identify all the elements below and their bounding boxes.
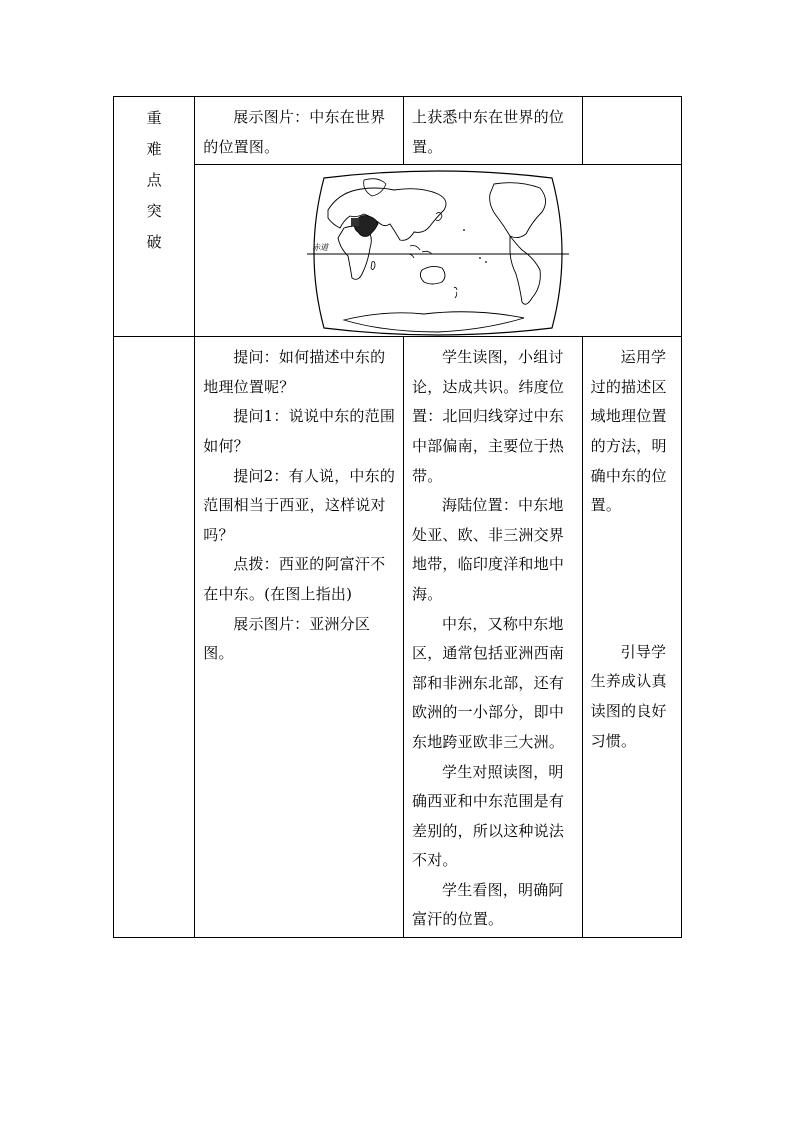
- teacher-paragraph: 提问2：有人说，中东的范围相当于西亚，这样说对吗？: [203, 466, 396, 544]
- student-paragraph: 学生读图，小组讨论，达成共识。纬度位置：北回归线穿过中东中部偏南，主要位于热带。: [412, 348, 565, 485]
- teacher-activity-cell: [195, 97, 404, 165]
- student-activity-cell: [404, 97, 583, 165]
- student-paragraph: 学生对照读图，明确西亚和中东范围是有差别的，所以这种说法不对。: [412, 762, 565, 870]
- section-label-cell: [114, 97, 195, 337]
- student-paragraph: 海陆位置：中东地处亚、欧、非三洲交界地带，临印度洋和地中海。: [412, 496, 565, 603]
- teacher-paragraph: 提问1：说说中东的范围如何？: [203, 407, 396, 455]
- teacher-activity-cell: [195, 337, 404, 938]
- equator-label: 赤道: [312, 243, 329, 253]
- table-row: [114, 97, 682, 165]
- student-paragraph: 中东，又称中东地区，通常包括亚洲西南部和非洲东北部，还有欧洲的一小部分，即中东地跨亚欧非三大洲。: [412, 614, 565, 751]
- section-label-char: 突: [146, 202, 162, 220]
- purpose-paragraph: 运用学过的描述区域地理位置的方法，明确中东的位置。: [590, 348, 667, 515]
- world-map-icon: [304, 170, 572, 336]
- section-label-char: 重: [146, 109, 162, 127]
- section-label-cell: [114, 337, 195, 938]
- section-label-char: 难: [146, 140, 162, 158]
- map-cell: [195, 165, 682, 337]
- section-label-char: 点: [146, 171, 162, 189]
- student-activity-cell: [404, 337, 583, 938]
- student-text: 上获悉中东在世界的位置。: [412, 108, 565, 156]
- purpose-paragraph: 引导学生养成认真读图的良好习惯。: [590, 642, 667, 750]
- design-purpose-cell: [582, 97, 681, 165]
- teacher-paragraph: 点拨：西亚的阿富汗不在中东。(在图上指出): [203, 555, 386, 603]
- spacer: [591, 521, 675, 638]
- section-label-char: 破: [146, 233, 162, 251]
- student-paragraph: 学生看图，明确阿富汗的位置。: [412, 880, 564, 929]
- design-purpose-cell: [582, 337, 681, 938]
- teacher-paragraph: 提问：如何描述中东的地理位置呢？: [203, 348, 386, 396]
- teacher-text: 展示图片：中东在世界的位置图。: [203, 108, 386, 156]
- table-row: [114, 337, 682, 938]
- teacher-paragraph: 展示图片：亚洲分区图。: [203, 614, 371, 663]
- table-row: [114, 165, 682, 337]
- world-map-figure: [304, 170, 572, 336]
- lesson-plan-table: [113, 96, 682, 938]
